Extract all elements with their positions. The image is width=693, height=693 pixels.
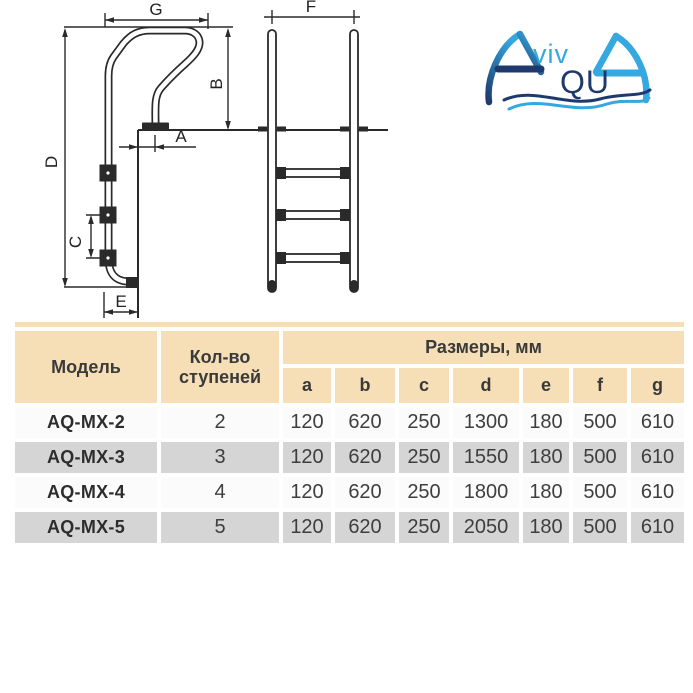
rail-bottom-caps (268, 280, 358, 292)
dim-label-d: D (42, 155, 61, 169)
header-dim-e: e (523, 368, 569, 403)
header-steps-line1: Кол-во (189, 346, 251, 367)
value-cell: 500 (573, 477, 627, 508)
value-cell: 250 (399, 477, 449, 508)
value-cell: 180 (523, 442, 569, 473)
value-cell: 2050 (453, 512, 519, 543)
header-dimensions: Размеры, мм (283, 331, 684, 364)
table-top-strip (15, 322, 684, 327)
header-model: Модель (15, 331, 157, 403)
ladder-technical-drawing (0, 0, 693, 322)
value-cell: 620 (335, 407, 395, 438)
value-cell: 610 (631, 407, 684, 438)
rail-right (350, 30, 358, 292)
model-cell: AQ-MX-3 (15, 442, 157, 473)
value-cell: 500 (573, 407, 627, 438)
deck-flange (142, 123, 169, 130)
value-cell: 180 (523, 512, 569, 543)
value-cell: 610 (631, 477, 684, 508)
dim-label-e: E (115, 292, 127, 311)
header-dim-d: d (453, 368, 519, 403)
value-cell: 1800 (453, 477, 519, 508)
logo-text-viv: viv (533, 39, 569, 69)
dim-label-c: C (66, 235, 85, 249)
dim-label-f: F (305, 0, 317, 16)
value-cell: 180 (523, 477, 569, 508)
value-cell: 180 (523, 407, 569, 438)
value-cell: 120 (283, 407, 331, 438)
steps-cell: 5 (161, 512, 279, 543)
model-cell: AQ-MX-2 (15, 407, 157, 438)
header-steps (161, 331, 279, 403)
dim-label-b: B (207, 78, 226, 90)
value-cell: 120 (283, 442, 331, 473)
value-cell: 500 (573, 512, 627, 543)
header-dim-g: g (631, 368, 684, 403)
value-cell: 1300 (453, 407, 519, 438)
value-cell: 250 (399, 512, 449, 543)
header-dim-c: c (399, 368, 449, 403)
header-dim-b: b (335, 368, 395, 403)
handrail-outline (109, 31, 200, 282)
header-dim-a: a (283, 368, 331, 403)
steps-cell: 2 (161, 407, 279, 438)
value-cell: 1550 (453, 442, 519, 473)
header-dim-f: f (573, 368, 627, 403)
value-cell: 120 (283, 512, 331, 543)
rail-left (268, 30, 276, 292)
dim-label-g: G (149, 0, 163, 19)
value-cell: 250 (399, 407, 449, 438)
side-view-handrail (100, 31, 200, 289)
aquaviva-logo (489, 34, 650, 109)
steps-cell: 4 (161, 477, 279, 508)
spec-table (15, 322, 684, 543)
value-cell: 620 (335, 512, 395, 543)
wall-mount (126, 277, 139, 288)
value-cell: 500 (573, 442, 627, 473)
value-cell: 250 (399, 442, 449, 473)
spec-table-grid (15, 331, 684, 543)
logo-letter-a-right (616, 36, 646, 100)
value-cell: 620 (335, 477, 395, 508)
value-cell: 610 (631, 442, 684, 473)
logo-text-qu: QU (560, 64, 610, 100)
model-cell: AQ-MX-4 (15, 477, 157, 508)
dimension-arrows (62, 17, 231, 315)
header-steps-line2: ступеней (178, 367, 262, 387)
value-cell: 610 (631, 512, 684, 543)
front-view-ladder (258, 30, 368, 292)
dim-label-a: A (175, 127, 187, 146)
steps-cell: 3 (161, 442, 279, 473)
value-cell: 120 (283, 477, 331, 508)
value-cell: 620 (335, 442, 395, 473)
model-cell: AQ-MX-5 (15, 512, 157, 543)
